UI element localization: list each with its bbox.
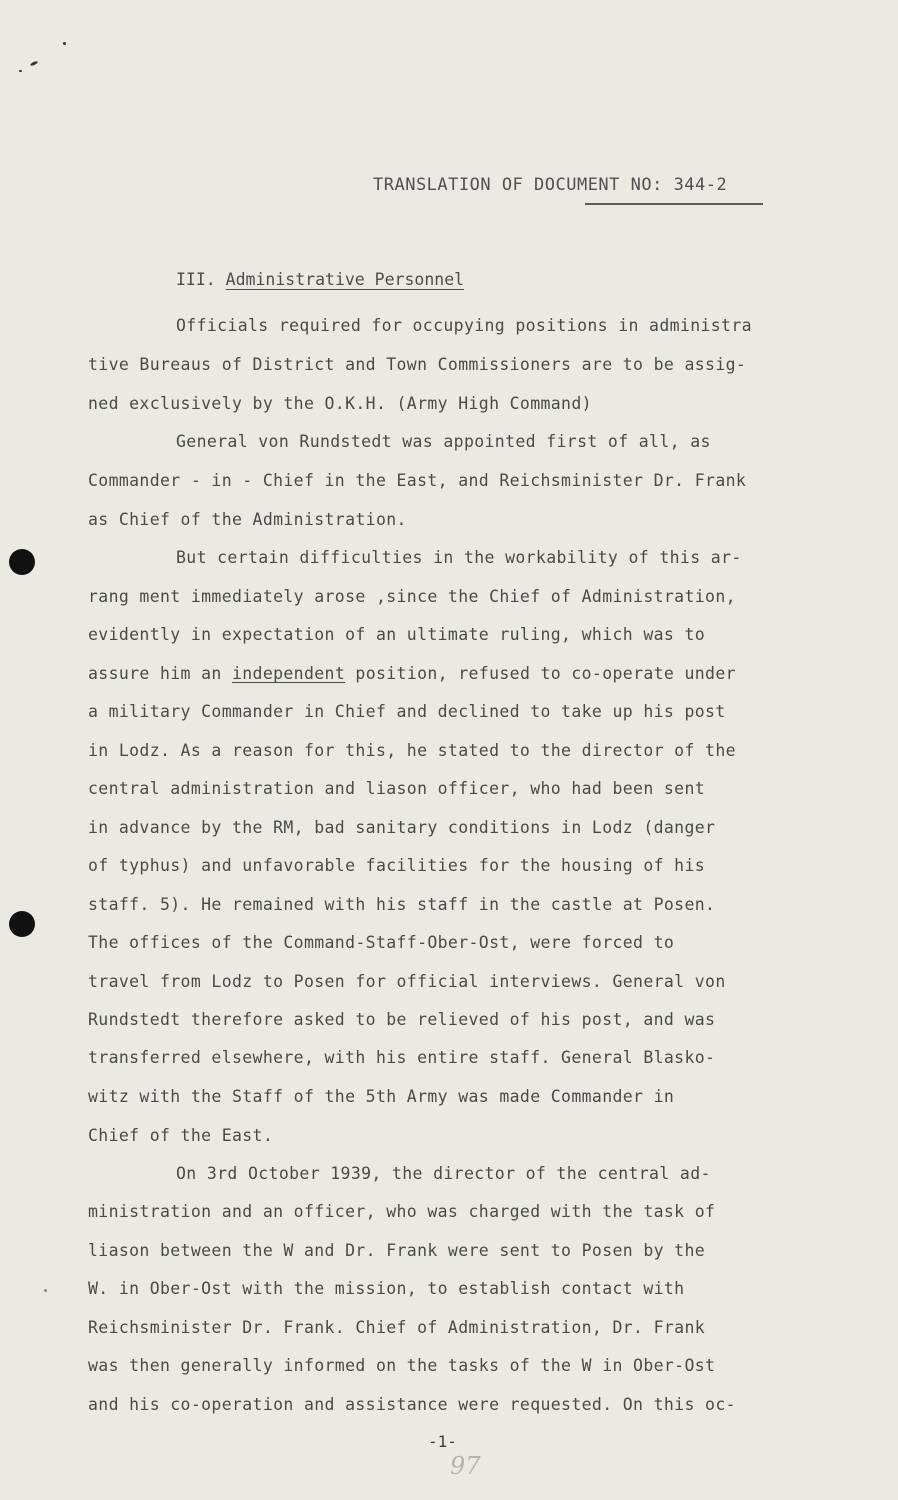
ink-speck <box>19 70 22 72</box>
body-line: W. in Ober-Ost with the mission, to establish contact with <box>88 1279 685 1298</box>
body-line: was then generally informed on the tasks of the W in Ober-Ost <box>88 1356 716 1375</box>
body-line: and his co-operation and assistance were requested. On this oc- <box>88 1395 736 1414</box>
body-line: as Chief of the Administration. <box>88 510 407 529</box>
body-line: ned exclusively by the O.K.H. (Army High Command) <box>88 394 592 413</box>
document-title: TRANSLATION OF DOCUMENT NO: 344-2 <box>373 175 728 195</box>
body-line-with-emphasis <box>88 664 736 684</box>
body-line: Reichsminister Dr. Frank. Chief of Administration, Dr. Frank <box>88 1318 706 1337</box>
body-line: central administration and liason officer, who had been sent <box>88 779 706 798</box>
body-line: evidently in expectation of an ultimate ruling, which was to <box>88 625 706 644</box>
body-line: in Lodz. As a reason for this, he stated to the director of the <box>88 741 736 760</box>
body-line: staff. 5). He remained with his staff in the castle at Posen. <box>88 895 716 914</box>
page-number: -1- <box>428 1432 457 1451</box>
body-line: The offices of the Command-Staff-Ober-Ost, were forced to <box>88 933 675 952</box>
punch-hole-top <box>9 549 35 575</box>
body-line-suffix: position, refused to co-operate under <box>355 664 736 683</box>
handwritten-folio-number: 97 <box>450 1452 481 1480</box>
section-heading <box>176 270 464 289</box>
body-line-prefix: assure him an <box>88 664 232 683</box>
body-line: witz with the Staff of the 5th Army was made Commander in <box>88 1087 675 1106</box>
punch-hole-bottom <box>9 911 35 937</box>
ink-mark <box>30 60 39 66</box>
body-line: liason between the W and Dr. Frank were sent to Posen by the <box>88 1241 706 1260</box>
body-line: Chief of the East. <box>88 1126 274 1145</box>
section-heading-text: Administrative Personnel <box>225 270 465 289</box>
body-line: of typhus) and unfavorable facilities for the housing of his <box>88 856 706 875</box>
body-line: in advance by the RM, bad sanitary conditions in Lodz (danger <box>88 818 716 837</box>
body-line: tive Bureaus of District and Town Commissioners are to be assig- <box>88 355 747 374</box>
section-heading-number: III. <box>176 270 226 289</box>
ink-speck <box>63 42 66 45</box>
body-line: On 3rd October 1939, the director of the central ad- <box>176 1164 711 1183</box>
body-line: transferred elsewhere, with his entire staff. General Blasko- <box>88 1048 716 1067</box>
body-line: Commander - in - Chief in the East, and Reichsminister Dr. Frank <box>88 471 747 490</box>
underlined-word: independent <box>231 664 346 683</box>
body-line: Officials required for occupying positions in administra <box>176 316 752 335</box>
body-line: travel from Lodz to Posen for official interviews. General von <box>88 972 726 991</box>
body-line: a military Commander in Chief and declined to take up his post <box>88 702 726 721</box>
body-line: rang ment immediately arose ,since the Chief of Administration, <box>88 587 736 606</box>
body-line: But certain difficulties in the workability of this ar- <box>176 548 742 567</box>
body-line: General von Rundstedt was appointed first of all, as <box>176 432 711 451</box>
ink-speck <box>44 1289 47 1292</box>
title-underline <box>585 203 763 205</box>
body-line: Rundstedt therefore asked to be relieved of his post, and was <box>88 1010 716 1029</box>
body-line: ministration and an officer, who was charged with the task of <box>88 1202 716 1221</box>
